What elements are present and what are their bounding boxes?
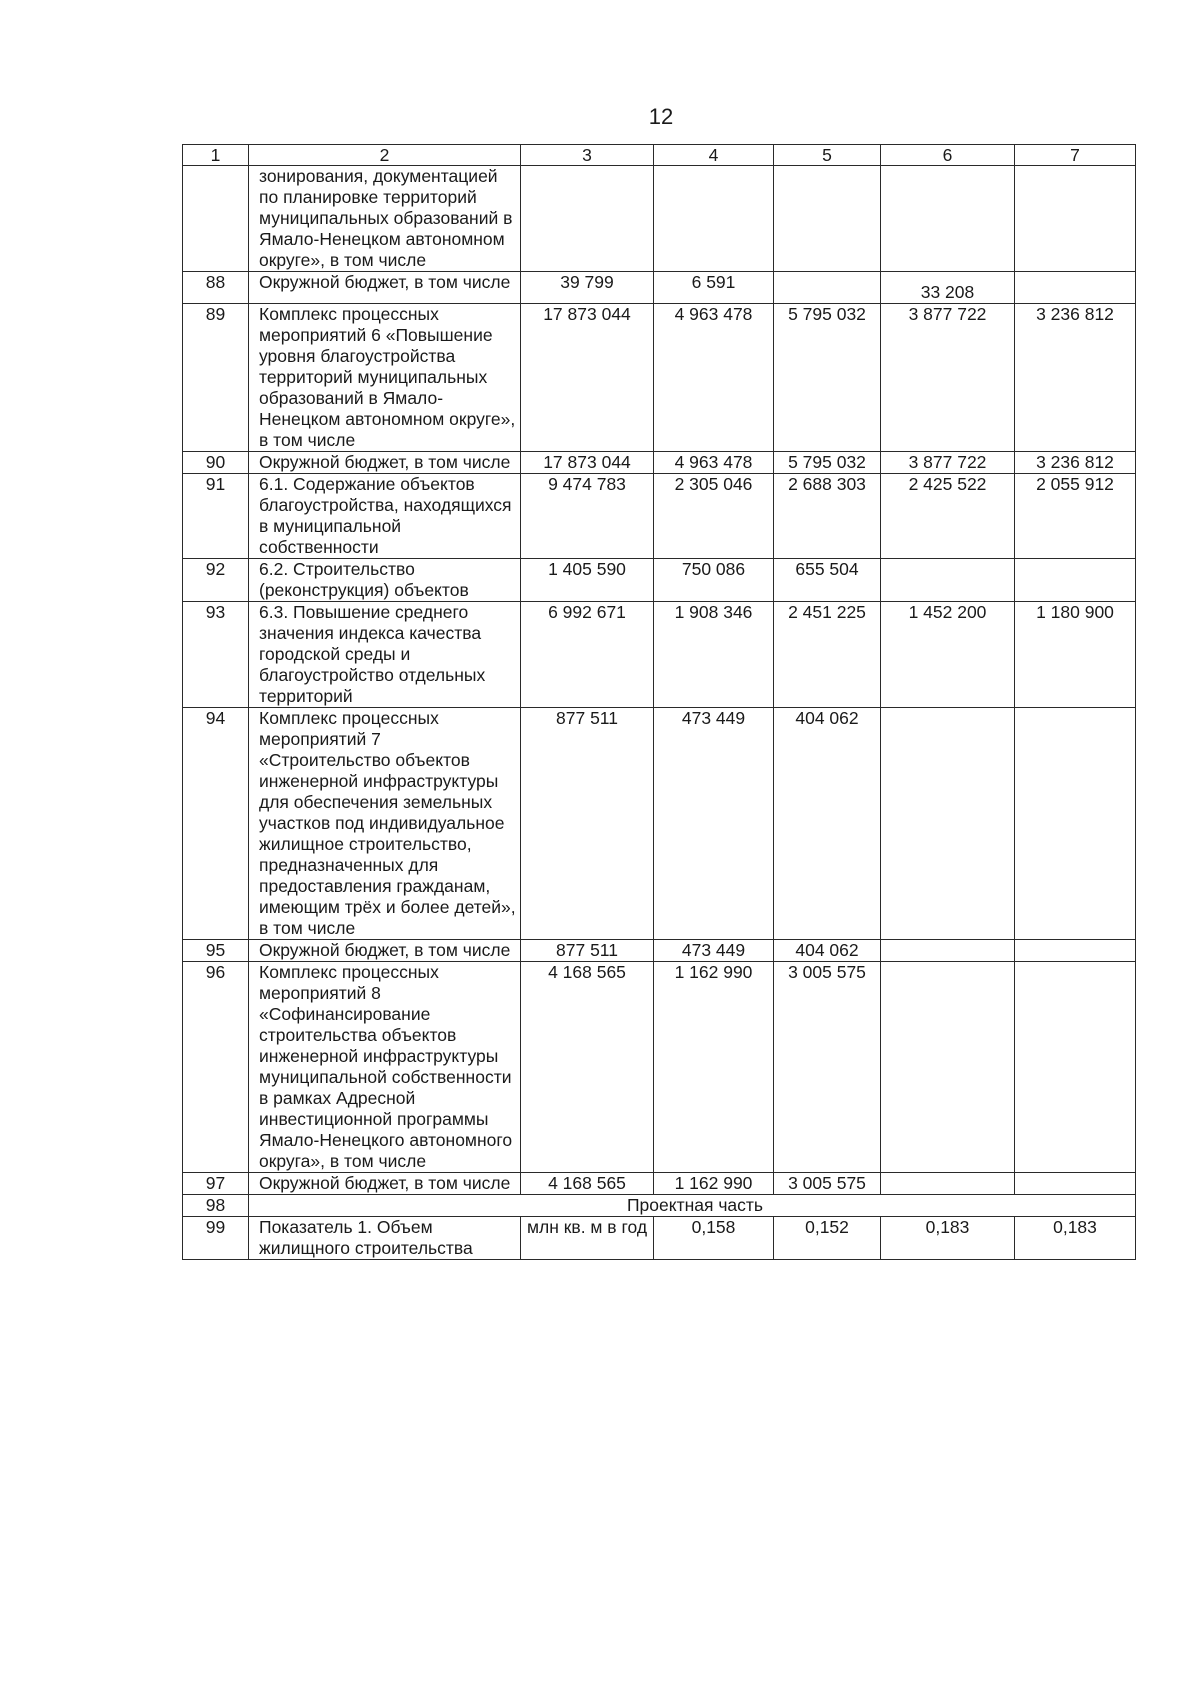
cell-value: 0,158 [654, 1217, 774, 1260]
cell-value: 404 062 [774, 940, 881, 962]
table-row [183, 1173, 1136, 1195]
table-row [183, 962, 1136, 1173]
row-name: Окружной бюджет, в том числе [249, 272, 521, 304]
column-header: 4 [654, 145, 774, 166]
table-row [183, 474, 1136, 559]
cell-value: 33 208 [881, 272, 1015, 304]
row-name: Комплекс процессных мероприятий 7 «Строительство объектов инженерной инфраструктуры для обеспечения земельных участков под индивидуальное жилищное строительство, предназначенных для предоставления гражданам, имеющим трёх и более детей», в том числе [249, 708, 521, 940]
row-name: Окружной бюджет, в том числе [249, 940, 521, 962]
table-row [183, 559, 1136, 602]
row-name: Показатель 1. Объем жилищного строительства [249, 1217, 521, 1260]
cell-value: 5 795 032 [774, 304, 881, 452]
table-header [183, 145, 1136, 166]
cell-value: 4 963 478 [654, 452, 774, 474]
cell-value [1015, 272, 1136, 304]
cell-value: 1 162 990 [654, 962, 774, 1173]
cell-value: 0,183 [881, 1217, 1015, 1260]
row-number: 92 [183, 559, 249, 602]
table-row [183, 708, 1136, 940]
row-number: 89 [183, 304, 249, 452]
row-number: 96 [183, 962, 249, 1173]
row-name: зонирования, документацией по планировке территорий муниципальных образований в Ямало-Ненецком автономном округе», в том числе [249, 166, 521, 272]
cell-value [1015, 559, 1136, 602]
cell-value [1015, 1173, 1136, 1195]
cell-value: 5 795 032 [774, 452, 881, 474]
cell-value: 3 877 722 [881, 452, 1015, 474]
cell-value: 877 511 [521, 940, 654, 962]
column-header: 2 [249, 145, 521, 166]
table-row [183, 602, 1136, 708]
cell-value: 655 504 [774, 559, 881, 602]
section-title: Проектная часть [249, 1195, 1136, 1217]
cell-value: 3 005 575 [774, 962, 881, 1173]
table-row [183, 940, 1136, 962]
row-number: 88 [183, 272, 249, 304]
cell-value [521, 166, 654, 272]
cell-value: 0,152 [774, 1217, 881, 1260]
cell-value: 1 180 900 [1015, 602, 1136, 708]
cell-value [881, 940, 1015, 962]
cell-value [1015, 962, 1136, 1173]
cell-value: 877 511 [521, 708, 654, 940]
cell-value [881, 962, 1015, 1173]
cell-value [774, 166, 881, 272]
row-name: 6.3. Повышение среднего значения индекса качества городской среды и благоустройство отдельных территорий [249, 602, 521, 708]
cell-value: 1 405 590 [521, 559, 654, 602]
header-row [183, 145, 1136, 166]
table-row [183, 272, 1136, 304]
row-number: 98 [183, 1195, 249, 1217]
cell-value: 2 305 046 [654, 474, 774, 559]
cell-value: 3 236 812 [1015, 452, 1136, 474]
row-number: 97 [183, 1173, 249, 1195]
cell-value [1015, 166, 1136, 272]
row-name: 6.1. Содержание объектов благоустройства, находящихся в муниципальной собственности [249, 474, 521, 559]
row-number: 95 [183, 940, 249, 962]
cell-value [654, 166, 774, 272]
table-row [183, 452, 1136, 474]
cell-value: 4 168 565 [521, 1173, 654, 1195]
cell-value: 2 688 303 [774, 474, 881, 559]
table-row [183, 166, 1136, 272]
cell-value: 2 055 912 [1015, 474, 1136, 559]
cell-value: 17 873 044 [521, 304, 654, 452]
row-number: 99 [183, 1217, 249, 1260]
budget-table [182, 144, 1136, 1260]
cell-value: 17 873 044 [521, 452, 654, 474]
cell-value: 2 451 225 [774, 602, 881, 708]
column-header: 5 [774, 145, 881, 166]
cell-value [1015, 940, 1136, 962]
table-row [183, 1217, 1136, 1260]
row-number: 90 [183, 452, 249, 474]
row-number: 94 [183, 708, 249, 940]
cell-value: 1 162 990 [654, 1173, 774, 1195]
cell-value: 473 449 [654, 708, 774, 940]
row-name: Комплекс процессных мероприятий 8 «Софинансирование строительства объектов инженерной инфраструктуры муниципальной собственности в рамках Адресной инвестиционной программы Ямало-Ненецкого автономного округа», в том числе [249, 962, 521, 1173]
cell-value: 473 449 [654, 940, 774, 962]
cell-value: 1 452 200 [881, 602, 1015, 708]
table-body [183, 166, 1136, 1260]
row-name: Окружной бюджет, в том числе [249, 1173, 521, 1195]
cell-value: 4 963 478 [654, 304, 774, 452]
cell-value: 404 062 [774, 708, 881, 940]
cell-value: 9 474 783 [521, 474, 654, 559]
unit-cell: млн кв. м в год [521, 1217, 654, 1260]
cell-value [774, 272, 881, 304]
cell-value: 750 086 [654, 559, 774, 602]
row-number: 93 [183, 602, 249, 708]
page-number: 12 [648, 104, 674, 129]
cell-value [1015, 708, 1136, 940]
section-row [183, 1195, 1136, 1217]
cell-value: 1 908 346 [654, 602, 774, 708]
cell-value: 39 799 [521, 272, 654, 304]
cell-value: 6 992 671 [521, 602, 654, 708]
row-name: 6.2. Строительство (реконструкция) объектов [249, 559, 521, 602]
cell-value: 6 591 [654, 272, 774, 304]
column-header: 6 [881, 145, 1015, 166]
cell-value: 0,183 [1015, 1217, 1136, 1260]
row-number [183, 166, 249, 272]
cell-value: 3 877 722 [881, 304, 1015, 452]
cell-value [881, 166, 1015, 272]
column-header: 1 [183, 145, 249, 166]
table-row [183, 304, 1136, 452]
cell-value: 3 005 575 [774, 1173, 881, 1195]
column-header: 7 [1015, 145, 1136, 166]
cell-value: 2 425 522 [881, 474, 1015, 559]
cell-value: 4 168 565 [521, 962, 654, 1173]
row-name: Окружной бюджет, в том числе [249, 452, 521, 474]
row-number: 91 [183, 474, 249, 559]
column-header: 3 [521, 145, 654, 166]
cell-value [881, 559, 1015, 602]
cell-value [881, 708, 1015, 940]
row-name: Комплекс процессных мероприятий 6 «Повышение уровня благоустройства территорий муниципальных образований в Ямало-Ненецком автономном округе», в том числе [249, 304, 521, 452]
cell-value [881, 1173, 1015, 1195]
cell-value: 3 236 812 [1015, 304, 1136, 452]
